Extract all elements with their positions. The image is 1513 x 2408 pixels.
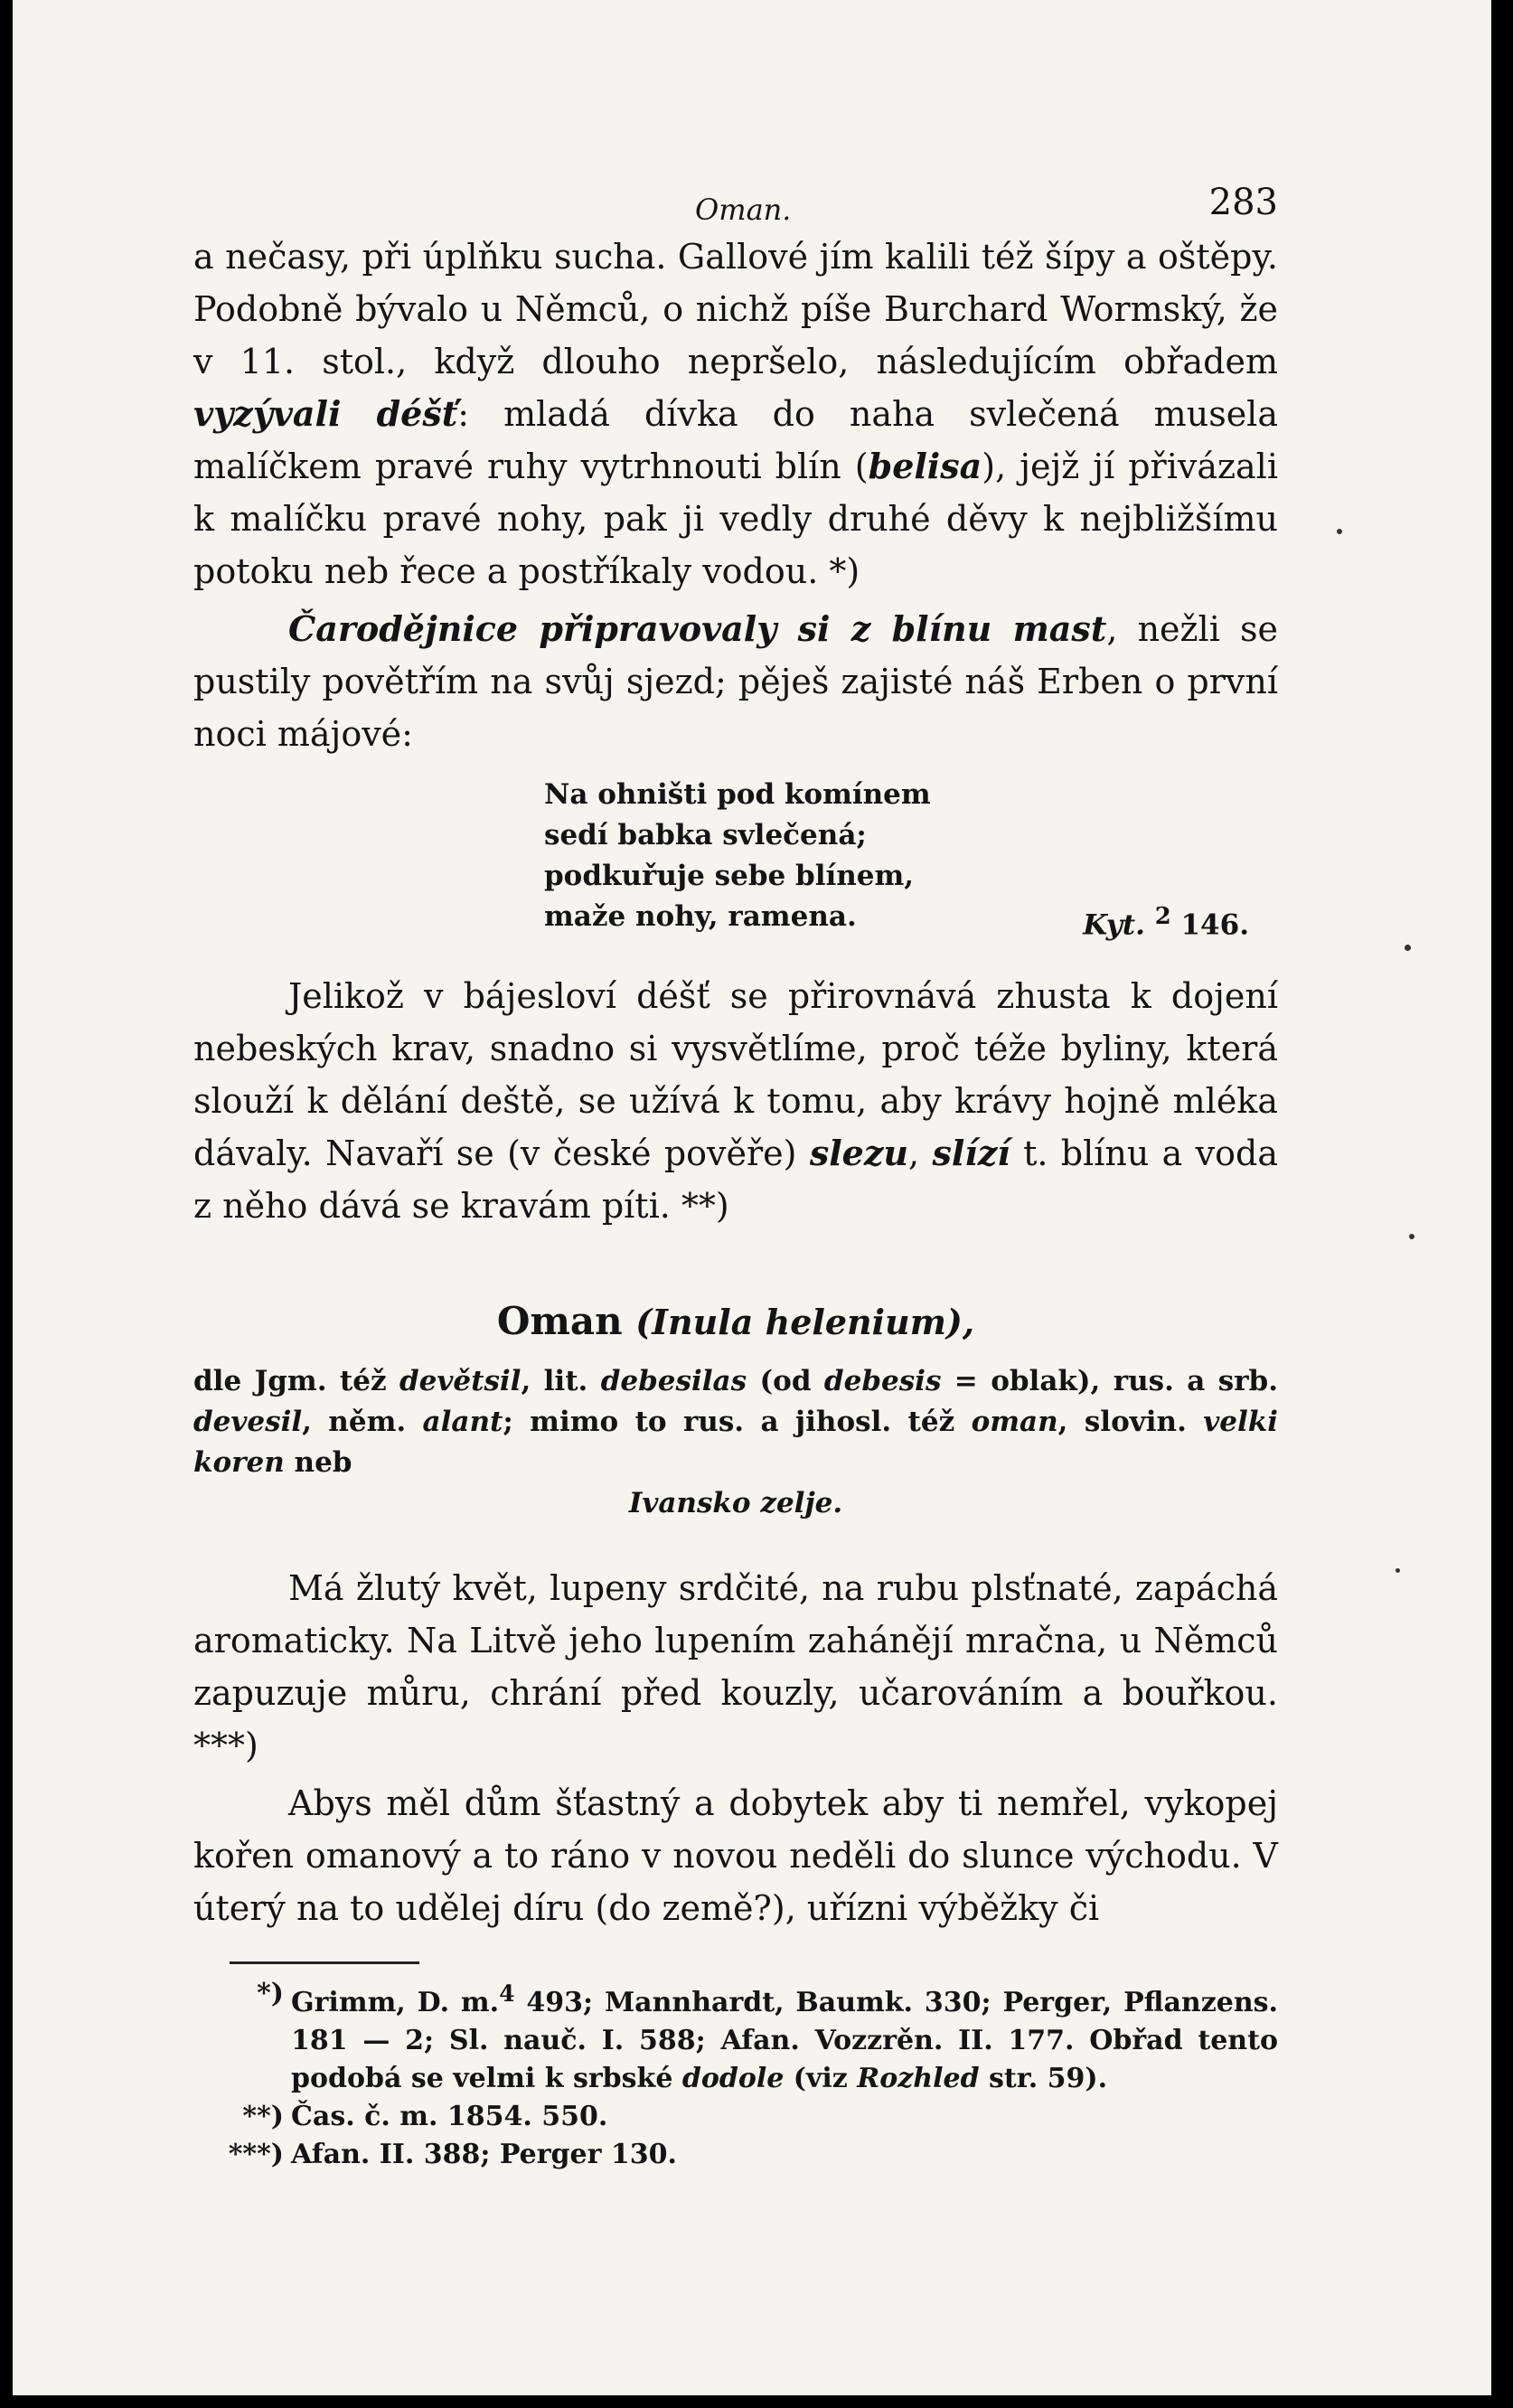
footnote-mark: ***) [228,2139,284,2170]
paragraph-description: Má žlutý květ, lupeny srdčité, na rubu plsťnaté, zapáchá aromaticky. Na Litvě jeho lupením zahánějí mračna, u Němců zapuzuje můru, chrání před kouzly, učarováním a bouřkou. ***) [193,1568,1278,1765]
poem-quote [544,775,1249,942]
scan-speck [1396,1568,1400,1573]
page-number: 283 [1208,182,1278,223]
footnote-rule [230,1961,419,1964]
scan-speck [1337,529,1342,534]
entry-latin-name: (Inula helenium), [635,1302,975,1342]
footnote-mark: *) [257,1978,284,2009]
footnote-3: ***) Afan. II. 388; Perger 130. [193,2136,1278,2174]
paragraph-cows: Jelikož v bájesloví déšť se přirovnává zhusta k dojení nebeských krav, snadno si vysvětlíme, proč téže byliny, která slouží k dělání deště, se užívá k tomu, aby krávy hojně mléka dávaly. Navaří se (v české pověře) slezu, slízí t. blínu a voda z něho dává se kravám píti. **) [193,976,1278,1226]
running-head [193,176,1278,230]
scan-speck [1409,1234,1414,1239]
scan-edge-bottom [0,2395,1513,2408]
poem-reference: Kyt. $^2$ 146. [1083,903,1249,942]
running-head-title: Oman. [695,193,792,227]
page-body [193,176,1278,2174]
footnotes [193,1975,1278,2174]
poem-line: maže nohy, ramena. Kyt. $^2$ 146. [544,897,1249,937]
footnote-2: **) Čas. č. m. 1854. 550. [193,2098,1278,2136]
footnote-mark: **) [242,2101,284,2132]
paragraph-witches: Čarodějnice připravovaly si z blínu mast, nežli se pustily povětřím na svůj sjezd; pěješ zajisté náš Erben o první noci májové: [193,608,1278,754]
paragraph-luck-ritual: Abys měl dům šťastný a dobytek aby ti nemřel, vykopej kořen omanový a to ráno v novou neděli do slunce východu. V úterý na to udělej díru (do země?), uřízni výběžky či [193,1783,1278,1928]
scanned-page [13,0,1491,2395]
poem-line: sedí babka svlečená; [544,819,867,851]
paragraph-rain-ritual: a nečasy, při úplňku sucha. Gallové jím kalili též šípy a oštěpy. Podobně bývalo u Němců, o nichž píše Burchard Wormský, že v 11. stol., když dlouho nepršelo, následujícím obřadem vyzývali déšť: mladá dívka do naha svlečená musela malíčkem pravé ruhy vytrhnouti blín (belisa), jejž jí přivázali k malíčku pravé nohy, pak ji vedly druhé děvy k nejbližšímu potoku neb řece a postříkaly vodou. *) [193,237,1278,591]
scan-speck [1405,945,1411,951]
entry-word: Oman [496,1299,623,1343]
poem-line: Na ohništi pod komínem [544,778,931,811]
poem-line: podkuřuje sebe blínem, [544,860,915,892]
footnote-1: *) Grimm, D. m.$^4$ 493; Mannhardt, Baumk. 330; Perger, Pflanzens. 181 — 2; Sl. nauč. I. 588; Afan. Vozzrěn. II. 177. Obřad tento podobá se velmi k srbské dodole (viz Rozhled str. 59). [193,1975,1278,2098]
etymology: dle Jgm. též devětsil, lit. debesilas (od debesis = oblak), rus. a srb. devesil, něm. alant; mimo to rus. a jihosl. též oman, slovin. velki koren neb [193,1365,1279,1479]
etymology-last-line: Ivansko zelje. [628,1487,843,1519]
scan-edge-right [1491,0,1513,2408]
entry-heading [193,1295,1278,1349]
